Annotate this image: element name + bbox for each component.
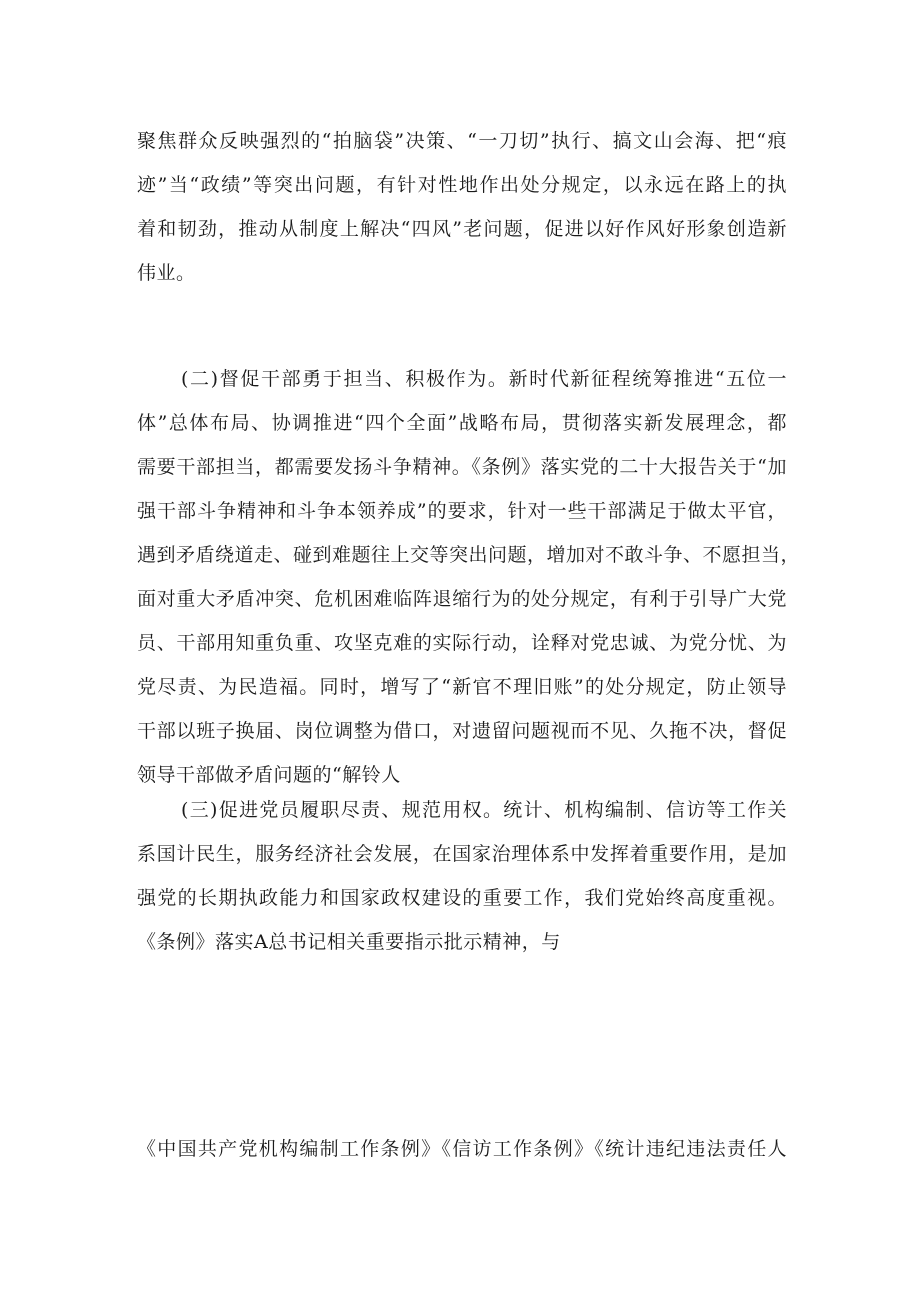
paragraph-section-2 — [137, 357, 801, 797]
text-line: 迹”当“政绩”等突出问题，有针对性地作出处分规定，以永远在路上的执 — [137, 174, 787, 196]
text-line: 着和韧劲，推动从制度上解决“四风”老问题，促进以好作风好形象创造新 — [137, 218, 787, 240]
text-line: (三)促进党员履职尽责、规范用权。统计、机构编制、信访等工作关 — [181, 799, 787, 821]
text-line: 《中国共产党机构编制工作条例》《信访工作条例》《统计违纪违法责任人 — [137, 1138, 787, 1160]
text-line: 伟业。 — [137, 262, 196, 284]
text-line: 聚焦群众反映强烈的“拍脑袋”决策、“一刀切”执行、搞文山会海、把“痕 — [137, 130, 787, 152]
text-line: 干部以班子换届、岗位调整为借口，对遗留问题视而不见、久拖不决，督促 — [137, 720, 787, 742]
text-line: 领导干部做矛盾问题的“解铃人 — [137, 764, 401, 786]
text-line: 《条例》落实A总书记相关重要指示批示精神，与 — [137, 931, 561, 953]
paragraph-continuation-end — [137, 1127, 787, 1171]
text-line: 体”总体布局、协调推进“四个全面”战略布局，贯彻落实新发展理念，都 — [137, 412, 787, 434]
text-line: 员、干部用知重负重、攻坚克难的实际行动，诠释对党忠诚、为党分忧、为 — [137, 632, 787, 654]
paragraph-continuation — [137, 119, 787, 295]
text-line: 需要干部担当，都需要发扬斗争精神。《条例》落实党的二十大报告关于“加 — [137, 456, 787, 478]
text-line: 强党的长期执政能力和国家政权建设的重要工作，我们党始终高度重视。 — [137, 887, 787, 909]
text-line: 党尽责、为民造福。同时，增写了“新官不理旧账”的处分规定，防止领导 — [137, 676, 787, 698]
text-line: 强干部斗争精神和斗争本领养成”的要求，针对一些干部满足于做太平官， — [137, 500, 787, 522]
text-line: 系国计民生，服务经济社会发展，在国家治理体系中发挥着重要作用，是加 — [137, 843, 787, 865]
text-line: (二)督促干部勇于担当、积极作为。新时代新征程统筹推进“五位一 — [181, 368, 787, 390]
text-line: 面对重大矛盾冲突、危机困难临阵退缩行为的处分规定，有利于引导广大党 — [137, 588, 787, 610]
text-line: 遇到矛盾绕道走、碰到难题往上交等突出问题，增加对不敢斗争、不愿担当， — [137, 544, 801, 566]
paragraph-section-3 — [137, 788, 787, 964]
